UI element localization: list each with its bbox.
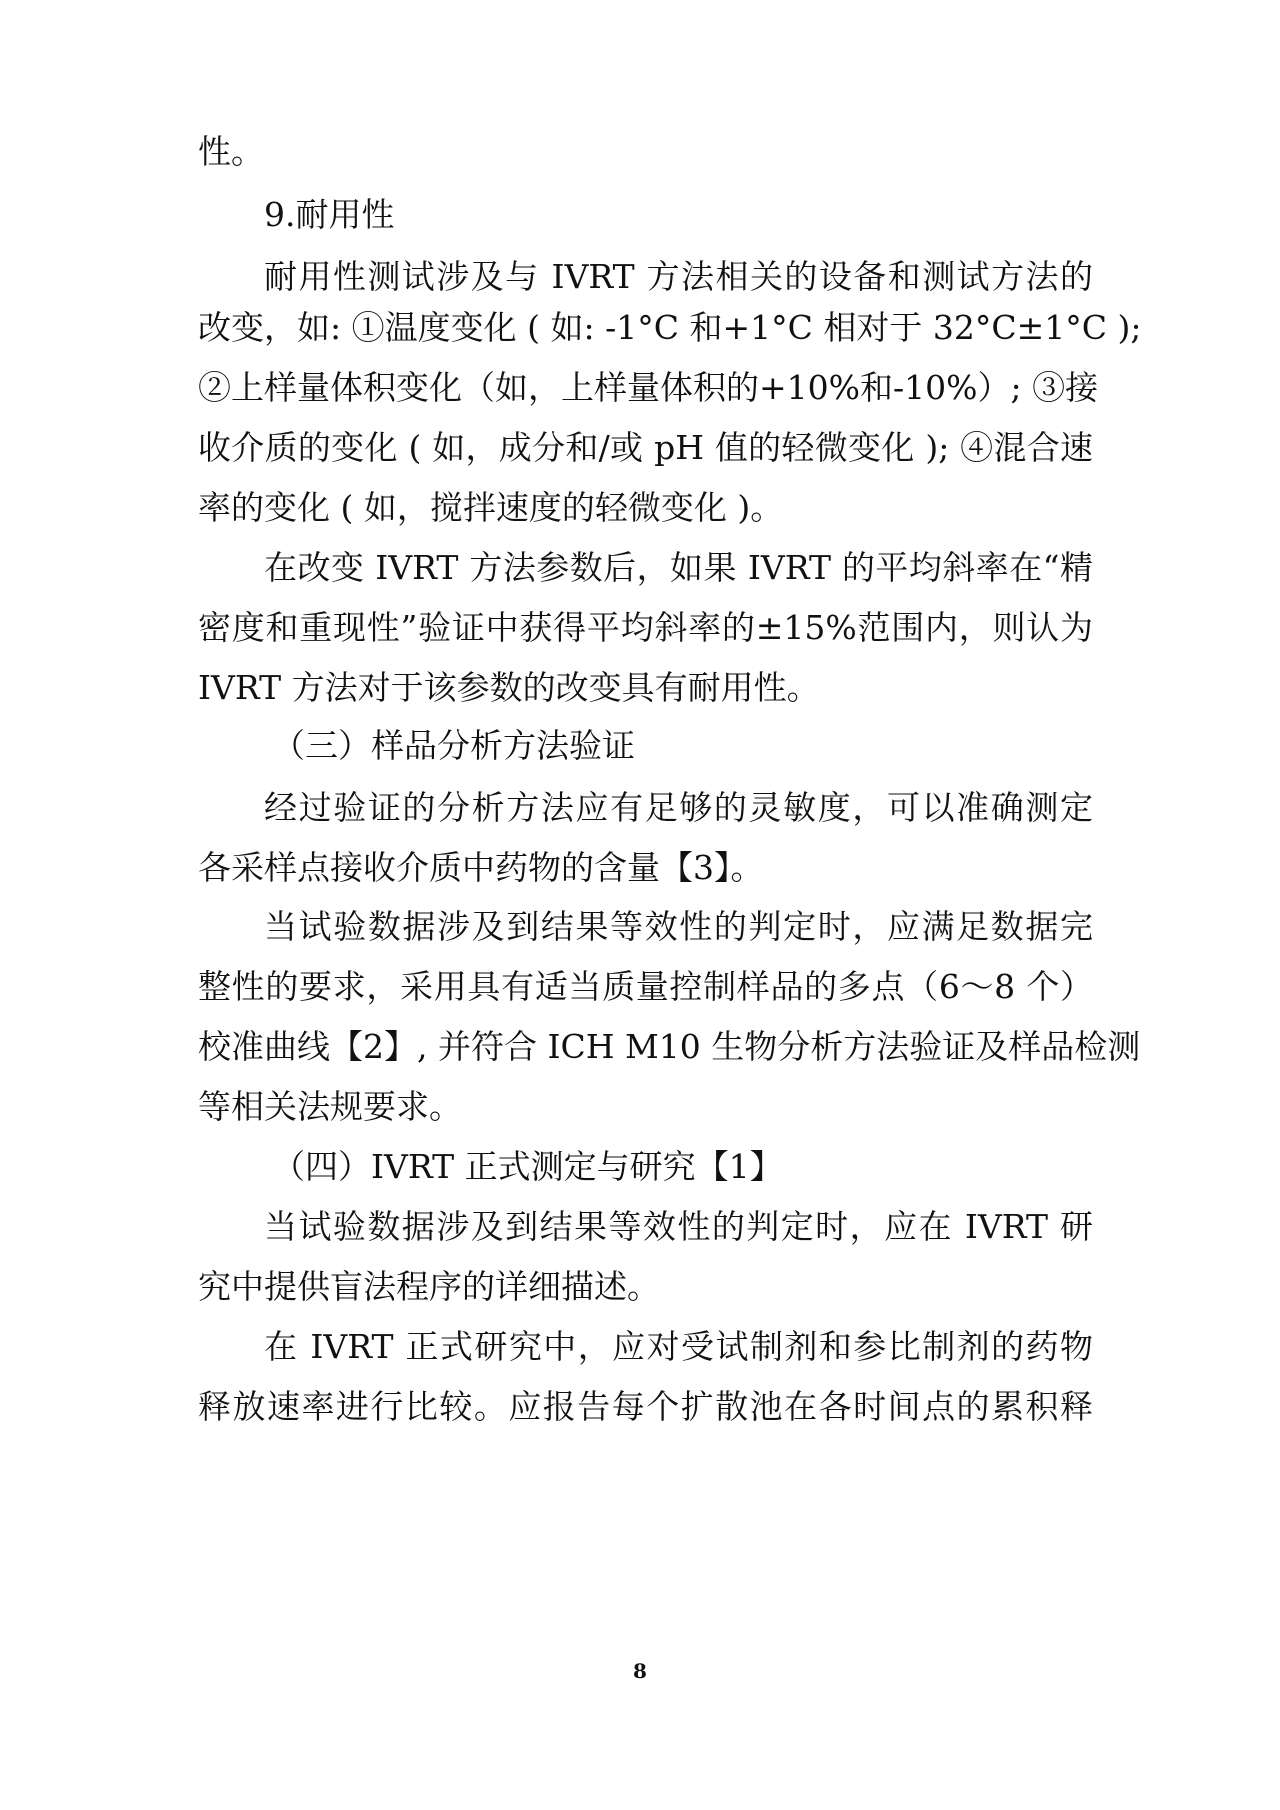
text-line-13: 各采样点接收介质中药物的含量【3】。 <box>198 848 764 887</box>
page-number: 8 <box>633 1659 647 1683</box>
text-line-22: 释放速率进行比较。应报告每个扩散池在各时间点的累积释 <box>198 1387 1093 1426</box>
text-line-17: 等相关法规要求。 <box>198 1087 462 1126</box>
text-line-4: 改变，如: ①温度变化 ( 如: -1°C 和+1°C 相对于 32°C±1°C ); <box>198 308 1142 347</box>
text-line-20: 究中提供盲法程序的详细描述。 <box>198 1267 660 1306</box>
text-line-6: 收介质的变化 ( 如，成分和/或 pH 值的轻微变化 ); ④混合速 <box>198 428 1093 467</box>
text-line-15: 整性的要求，采用具有适当质量控制样品的多点（6～8 个） <box>198 967 1093 1006</box>
text-line-14: 当试验数据涉及到结果等效性的判定时，应满足数据完 <box>264 907 1093 946</box>
section-heading-sample-analysis: （三）样品分析方法验证 <box>272 726 635 765</box>
text-line-9: 密度和重现性”验证中获得平均斜率的±15%范围内，则认为 <box>198 608 1093 647</box>
text-line-3: 耐用性测试涉及与 IVRT 方法相关的设备和测试方法的 <box>264 257 1093 296</box>
text-line-1: 性。 <box>198 132 264 171</box>
section-heading-ivrt-study: （四）IVRT 正式测定与研究【1】 <box>272 1147 783 1186</box>
text-line-16: 校准曲线【2】, 并符合 ICH M10 生物分析方法验证及样品检测 <box>198 1027 1141 1066</box>
text-line-5: ②上样量体积变化（如，上样量体积的+10%和-10%）; ③接 <box>198 368 1099 407</box>
text-line-21: 在 IVRT 正式研究中，应对受试制剂和参比制剂的药物 <box>264 1327 1093 1366</box>
text-line-8: 在改变 IVRT 方法参数后，如果 IVRT 的平均斜率在“精 <box>264 548 1093 587</box>
text-line-19: 当试验数据涉及到结果等效性的判定时，应在 IVRT 研 <box>264 1207 1093 1246</box>
text-line-10: IVRT 方法对于该参数的改变具有耐用性。 <box>198 668 820 707</box>
text-line-12: 经过验证的分析方法应有足够的灵敏度，可以准确测定 <box>264 788 1093 827</box>
section-heading-durability: 9.耐用性 <box>264 195 395 234</box>
text-line-7: 率的变化 ( 如，搅拌速度的轻微变化 )。 <box>198 488 784 527</box>
